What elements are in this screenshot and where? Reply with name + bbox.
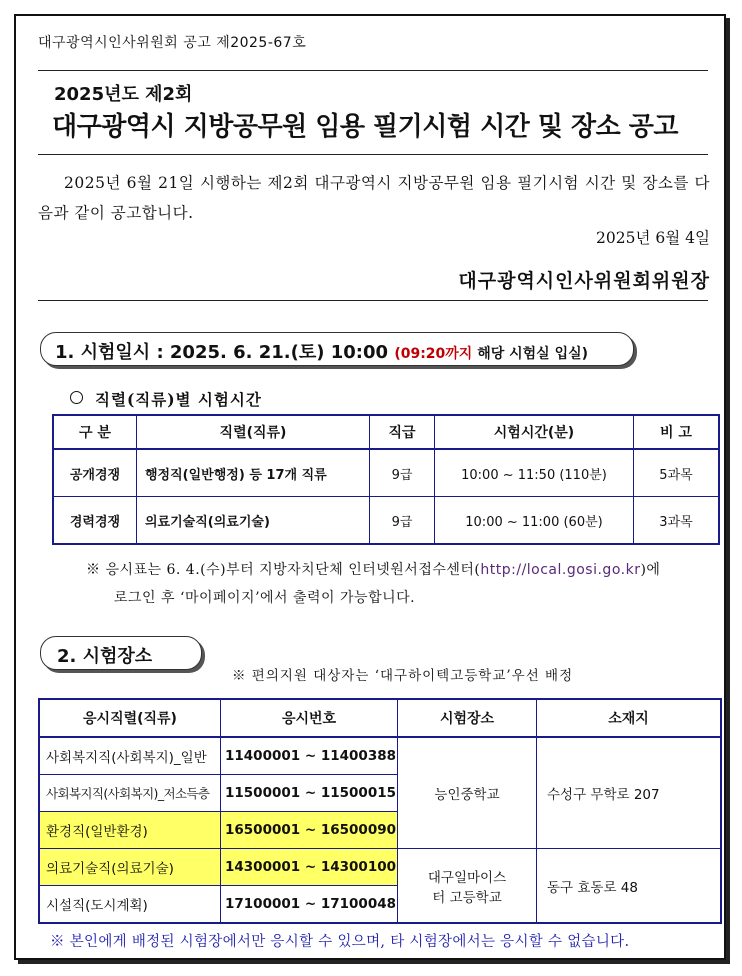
document-frame bbox=[14, 14, 726, 960]
table-header: 응시직렬(직류) bbox=[39, 699, 221, 737]
venue-name: 대구일마이스터 고등학교 bbox=[398, 849, 537, 924]
venue-address: 수성구 무학로 207 bbox=[537, 737, 721, 849]
exam-time-subheading: 직렬(직류)별 시험시간 bbox=[70, 388, 262, 410]
venue-name: 능인중학교 bbox=[398, 737, 537, 849]
divider bbox=[38, 70, 708, 71]
table-header: 비 고 bbox=[634, 415, 720, 449]
circle-bullet-icon bbox=[70, 391, 83, 404]
section1-heading: 1. 시험일시 : 2025. 6. 21.(토) 10:00 (09:20까지 해당 시험실 입실) bbox=[40, 332, 634, 366]
venue-address: 동구 효동로 48 bbox=[537, 849, 721, 924]
subtitle: 2025년도 제2회 bbox=[54, 84, 193, 105]
gosi-link[interactable]: http://local.gosi.go.kr bbox=[480, 562, 641, 578]
exam-venue-table bbox=[38, 698, 722, 924]
table-row: 환경직(일반환경) 16500001 ~ 16500090 bbox=[39, 812, 721, 849]
table-header: 시험시간(분) bbox=[435, 415, 634, 449]
exam-time-table bbox=[52, 414, 720, 545]
admission-ticket-note: ※ 응시표는 6. 4.(수)부터 지방자치단체 인터넷원서접수센터(http://local.gosi.go.kr)에 로그인 후 ‘마이페이지’에서 출력이 가능합니다. bbox=[86, 562, 661, 606]
table-header: 응시번호 bbox=[221, 699, 398, 737]
table-row: 경력경쟁 의료기술직(의료기술) 9급 10:00 ~ 11:00 (60분) 3과목 bbox=[53, 497, 719, 545]
venue-warning: ※ 본인에게 배정된 시험장에서만 응시할 수 있으며, 타 시험장에서는 응시할 수 없습니다. bbox=[50, 934, 630, 950]
section2-heading: 2. 시험장소 bbox=[40, 636, 202, 670]
table-header: 직렬(직류) bbox=[137, 415, 370, 449]
table-header: 구 분 bbox=[53, 415, 137, 449]
intro-paragraph: 2025년 6월 21일 시행하는 제2회 대구광역시 지방공무원 임용 필기시험 시간 및 장소를 다음과 같이 공고합니다. bbox=[38, 174, 710, 222]
priority-assignment-note: ※ 편의지원 대상자는 ‘대구하이텍고등학교’우선 배정 bbox=[232, 668, 574, 684]
table-header: 소재지 bbox=[537, 699, 721, 737]
divider bbox=[38, 154, 708, 155]
table-header: 직급 bbox=[370, 415, 435, 449]
table-header: 시험장소 bbox=[398, 699, 537, 737]
table-row: 사회복지직(사회복지)_일반 11400001 ~ 11400388 능인중학교 수성구 무학로 207 bbox=[39, 737, 721, 775]
table-row: 사회복지직(사회복지)_저소득층 11500001 ~ 11500015 bbox=[39, 775, 721, 812]
signer: 대구광역시인사위원회위원장 bbox=[458, 270, 710, 292]
table-row: 공개경쟁 행정직(일반행정) 등 17개 직류 9급 10:00 ~ 11:50 (110분) 5과목 bbox=[53, 449, 719, 497]
page-title: 대구광역시 지방공무원 임용 필기시험 시간 및 장소 공고 bbox=[52, 112, 679, 142]
divider bbox=[38, 300, 708, 301]
table-row: 의료기술직(의료기술) 14300001 ~ 14300100 대구일마이스터 고등학교 동구 효동로 48 bbox=[39, 849, 721, 886]
notice-date: 2025년 6월 4일 bbox=[596, 229, 710, 247]
notice-number: 대구광역시인사위원회 공고 제2025-67호 bbox=[38, 35, 307, 51]
table-row: 시설직(도시계획) 17100001 ~ 17100048 bbox=[39, 886, 721, 924]
